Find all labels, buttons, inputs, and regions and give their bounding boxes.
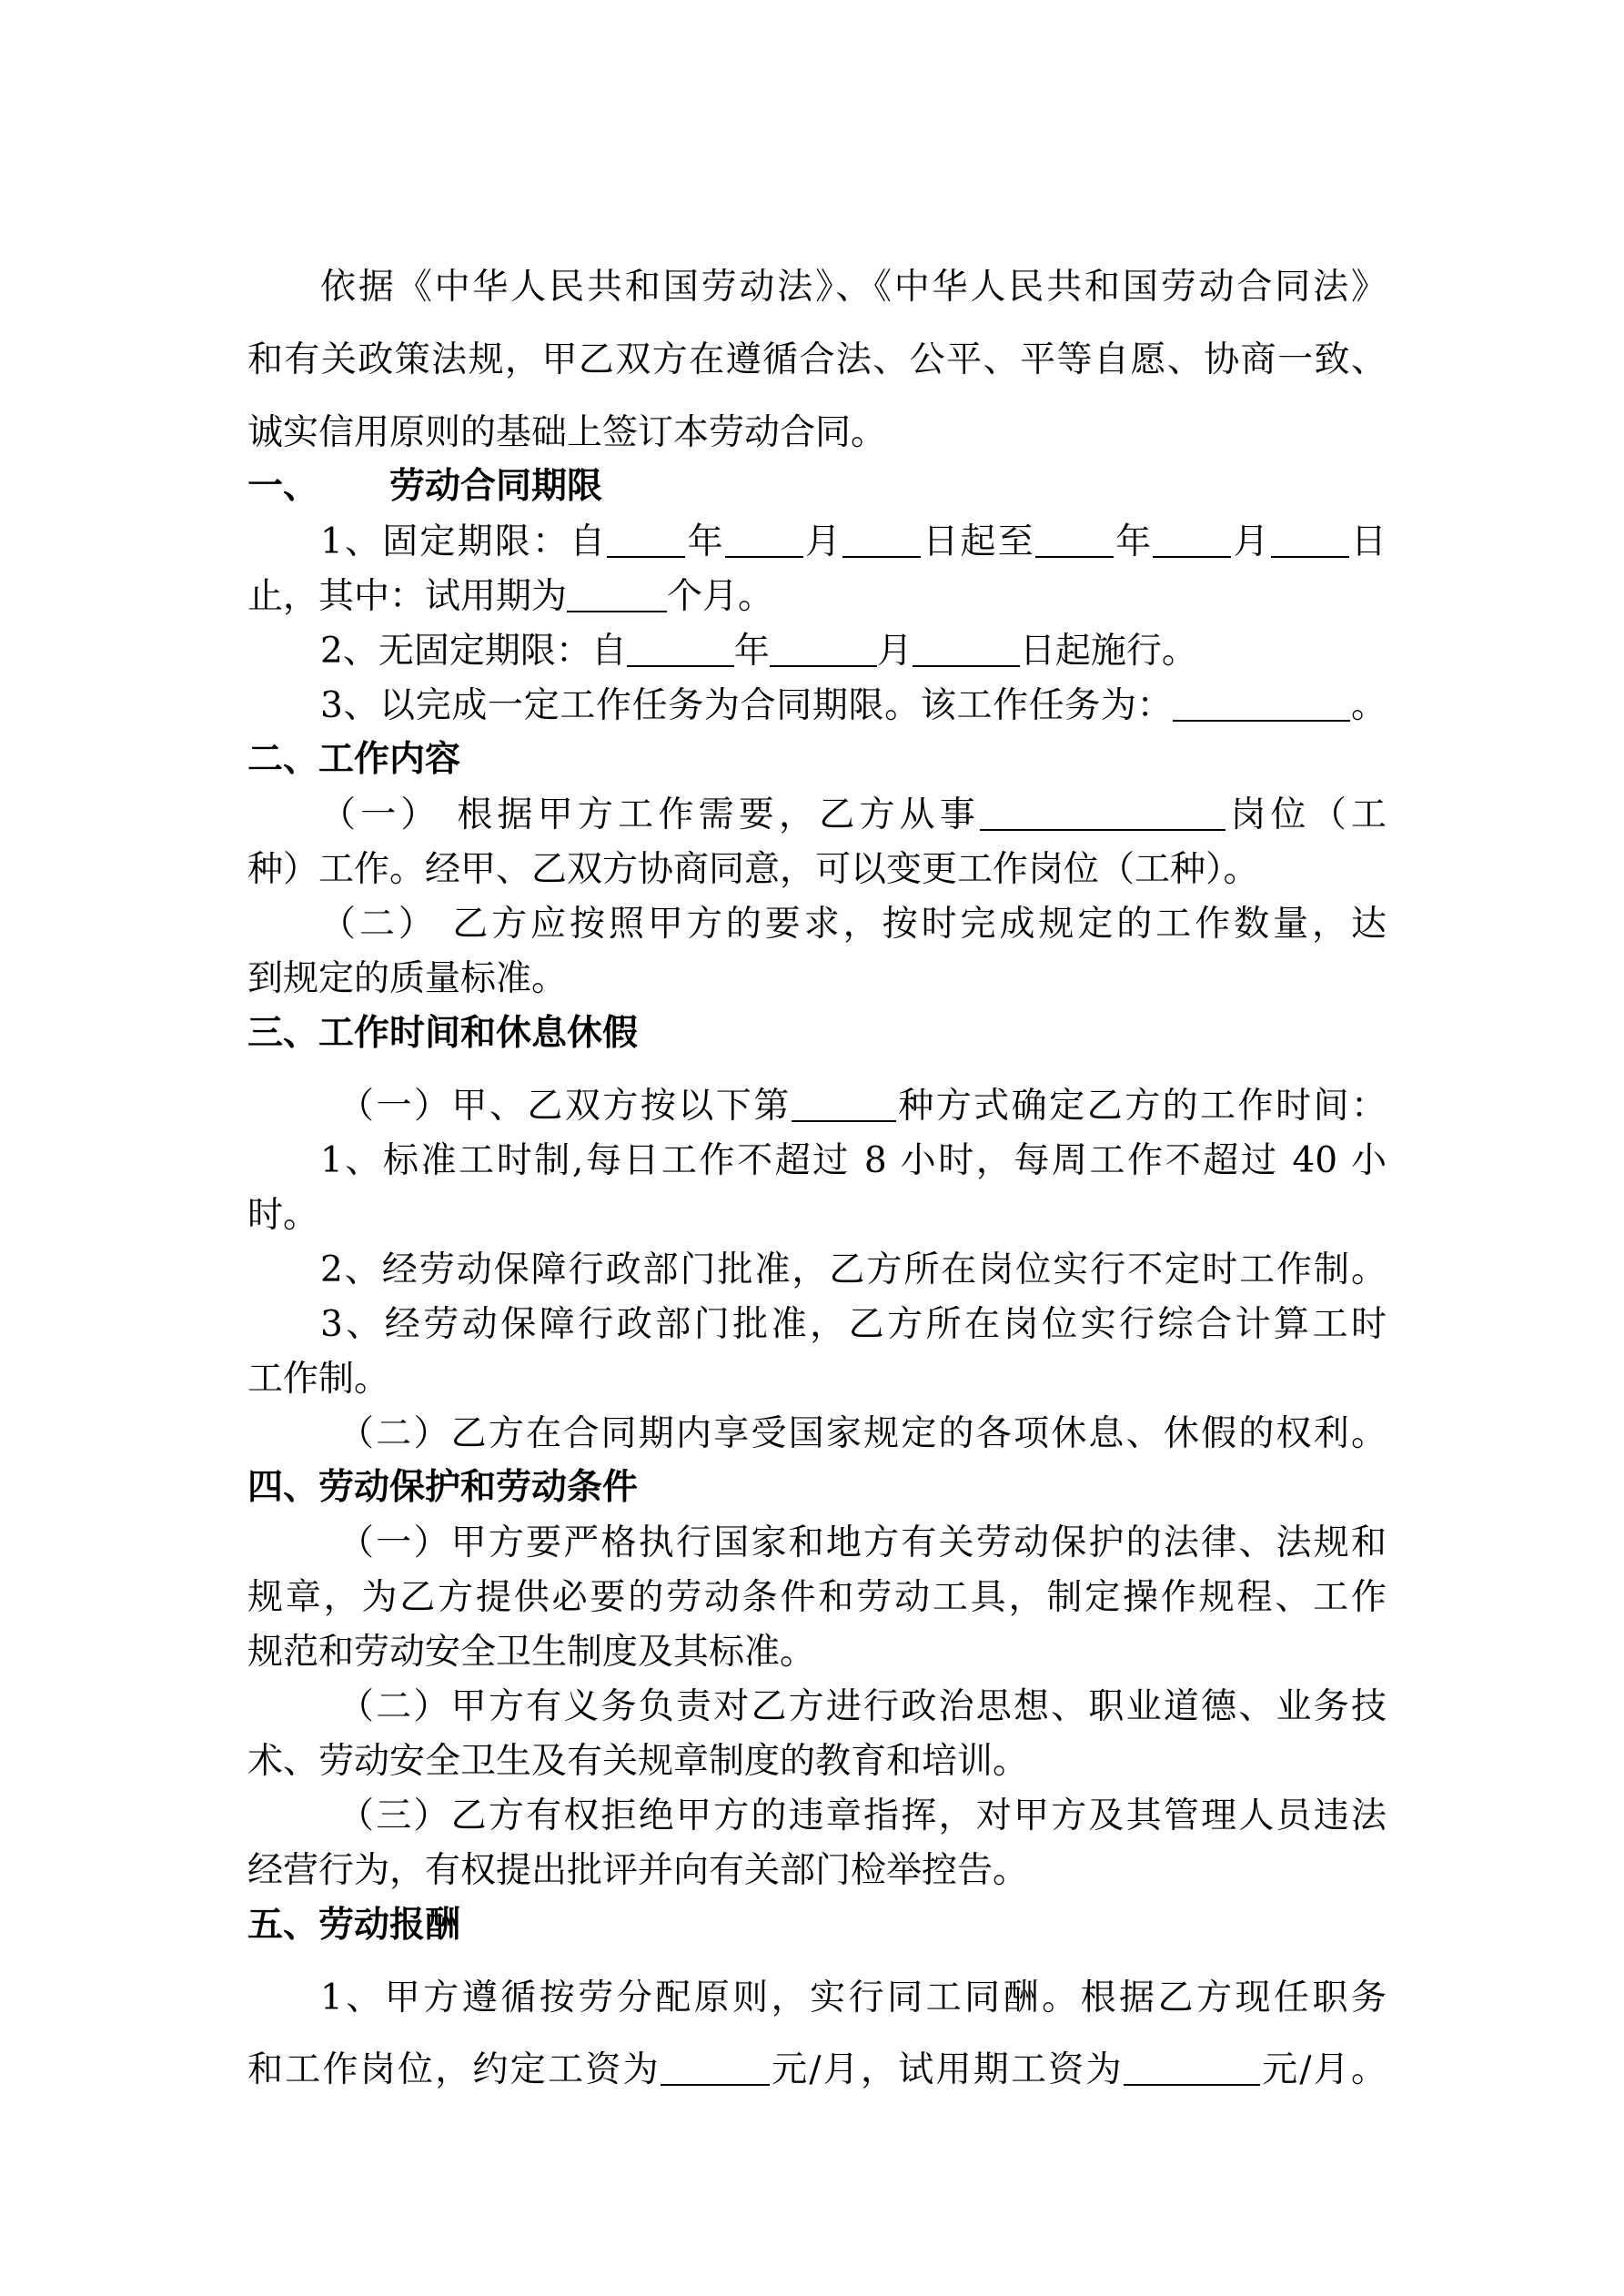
probation-months-blank[interactable]	[567, 577, 667, 612]
intro-line-1: 依据《中华人民共和国劳动法》、《中华人民共和国劳动合同法》	[320, 267, 1387, 308]
term-fixed-line-1: 1、固定期限：自 年 月 日起至 年 月 日	[320, 521, 1387, 562]
open-day-blank[interactable]	[913, 632, 1020, 667]
work-content-p1-line-1: （一） 根据甲方工作需要，乙方从事 岗位（工	[320, 794, 1387, 835]
intro-line-2: 和有关政策法规，甲乙双方在遵循合法、公平、平等自愿、协商一致、	[247, 339, 1387, 380]
end-year-blank[interactable]	[1035, 522, 1114, 558]
protection-p2-line-2: 术、劳动安全卫生及有关规章制度的教育和培训。	[247, 1741, 1029, 1782]
comprehensive-hours-line-1: 3、经劳动保障行政部门批准，乙方所在岗位实行综合计算工时	[320, 1304, 1387, 1345]
term-fixed-line-2: 止，其中：试用期为 个月。	[247, 576, 774, 617]
open-month-blank[interactable]	[770, 632, 877, 667]
section-3-heading: 三、工作时间和休息休假	[247, 1013, 639, 1054]
rest-leave-line: （二）乙方在合同期内享受国家规定的各项休息、休假的权利。	[338, 1413, 1387, 1454]
protection-p2-line-1: （二）甲方有义务负责对乙方进行政治思想、职业道德、业务技	[338, 1686, 1387, 1727]
section-5-heading: 五、劳动报酬	[247, 1905, 461, 1946]
standard-hours-line-2: 时。	[247, 1195, 319, 1236]
open-year-blank[interactable]	[627, 632, 734, 667]
start-year-blank[interactable]	[607, 522, 685, 558]
work-content-p2-line-2: 到规定的质量标准。	[247, 958, 568, 999]
term-open-line: 2、无固定期限：自 年 月 日起施行。	[320, 631, 1197, 672]
section-4-heading: 四、劳动保护和劳动条件	[247, 1467, 639, 1508]
section-1-heading	[247, 466, 1387, 509]
work-content-p1-line-2: 种）工作。经甲、乙双方协商同意，可以变更工作岗位（工种）。	[247, 849, 1259, 890]
section-1-number: 一、	[247, 466, 319, 507]
remuneration-line-1: 1、甲方遵循按劳分配原则，实行同工同酬。根据乙方现任职务	[320, 1977, 1387, 2018]
position-blank[interactable]	[980, 795, 1226, 831]
work-time-p1: （一）甲、乙双方按以下第 种方式确定乙方的工作时间：	[338, 1086, 1387, 1127]
protection-p1-line-1: （一）甲方要严格执行国家和地方有关劳动保护的法律、法规和	[338, 1522, 1387, 1563]
work-time-option-blank[interactable]	[792, 1087, 896, 1122]
start-day-blank[interactable]	[842, 522, 921, 558]
probation-salary-blank[interactable]	[1124, 2050, 1260, 2086]
work-content-p2-line-1: （二） 乙方应按照甲方的要求，按时完成规定的工作数量，达	[320, 904, 1387, 945]
comprehensive-hours-line-2: 工作制。	[247, 1359, 390, 1400]
end-month-blank[interactable]	[1153, 522, 1231, 558]
protection-p3-line-2: 经营行为，有权提出批评并向有关部门检举控告。	[247, 1850, 1029, 1891]
salary-blank[interactable]	[661, 2050, 770, 2086]
remuneration-line-2: 和工作岗位，约定工资为 元/月，试用期工资为 元/月。	[247, 2049, 1387, 2090]
protection-p1-line-3: 规范和劳动安全卫生制度及其标准。	[247, 1632, 816, 1673]
section-1-title: 劳动合同期限	[389, 466, 603, 507]
term-task-line: 3、以完成一定工作任务为合同期限。该工作任务为： 。	[320, 685, 1387, 726]
standard-hours-line-1: 1、标准工时制,每日工作不超过 8 小时，每周工作不超过 40 小	[320, 1140, 1387, 1181]
end-day-blank[interactable]	[1271, 522, 1349, 558]
task-description-blank[interactable]	[1173, 686, 1350, 722]
section-2-heading: 二、工作内容	[247, 739, 461, 780]
start-month-blank[interactable]	[725, 522, 803, 558]
protection-p3-line-1: （三）乙方有权拒绝甲方的违章指挥，对甲方及其管理人员违法	[338, 1795, 1387, 1836]
flexible-hours-line: 2、经劳动保障行政部门批准，乙方所在岗位实行不定时工作制。	[320, 1249, 1387, 1290]
intro-line-3: 诚实信用原则的基础上签订本劳动合同。	[247, 412, 887, 453]
protection-p1-line-2: 规章，为乙方提供必要的劳动条件和劳动工具，制定操作规程、工作	[247, 1577, 1387, 1618]
